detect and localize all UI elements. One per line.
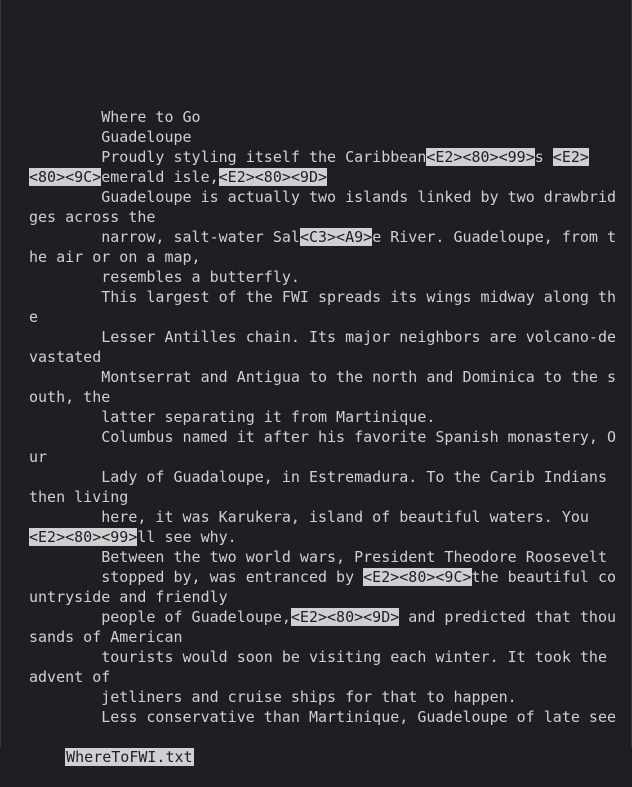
escaped-byte-sequence: <C3><A9> — [299, 228, 373, 246]
text-line — [29, 327, 621, 347]
text-segment: sands of American — [29, 628, 183, 646]
status-filename: WhereToFWI.txt — [66, 748, 193, 766]
text-line — [29, 607, 621, 627]
text-segment: ges across the — [29, 208, 156, 226]
text-segment: outh, the — [29, 388, 111, 406]
text-segment: vastated — [29, 348, 102, 366]
text-line — [29, 187, 621, 207]
text-line — [29, 247, 621, 267]
text-segment: narrow, salt-water Sal — [29, 228, 300, 246]
text-segment: Less conservative than Martinique, Guadeloupe of late see — [29, 708, 616, 726]
text-line — [29, 367, 621, 387]
text-segment: here, it was Karukera, island of beautiful waters. You — [29, 508, 589, 526]
text-line — [29, 567, 621, 587]
escaped-byte-sequence: <E2><80><99> — [29, 528, 138, 546]
text-segment: advent of — [29, 668, 111, 686]
text-segment: Proudly styling itself the Caribbean — [29, 148, 427, 166]
text-segment: the beautiful co — [471, 568, 617, 586]
text-segment: This largest of the FWI spreads its wings midway along th — [29, 288, 616, 306]
escaped-byte-sequence: <E2><80><99> — [426, 148, 535, 166]
text-segment: Where to Go — [29, 108, 201, 126]
text-line — [29, 227, 621, 247]
text-line — [29, 147, 621, 167]
text-line — [29, 387, 621, 407]
text-line — [29, 107, 621, 127]
text-line — [29, 167, 621, 187]
text-segment: jetliners and cruise ships for that to happen. — [29, 688, 517, 706]
text-line — [29, 127, 621, 147]
text-line — [29, 547, 621, 567]
text-segment: tourists would soon be visiting each winter. It took the — [29, 648, 607, 666]
text-line — [29, 447, 621, 467]
text-segment: he air or on a map, — [29, 248, 201, 266]
text-line — [29, 467, 621, 487]
pager-text-view[interactable] — [29, 107, 621, 727]
text-segment: Columbus named it after his favorite Spanish monastery, O — [29, 428, 616, 446]
text-segment: e — [29, 308, 39, 326]
text-segment: s — [534, 148, 553, 166]
escaped-byte-sequence: <E2><80><9D> — [290, 608, 400, 626]
text-segment: Between the two world wars, President Theodore Roosevelt — [29, 548, 607, 566]
text-line — [29, 667, 621, 687]
text-line — [29, 347, 621, 367]
text-line — [29, 507, 621, 527]
text-line — [29, 687, 621, 707]
text-line — [29, 627, 621, 647]
text-segment: resembles a butterfly. — [29, 268, 300, 286]
text-line — [29, 427, 621, 447]
text-segment: Lesser Antilles chain. Its major neighbors are volcano-de — [29, 328, 616, 346]
text-segment: latter separating it from Martinique. — [29, 408, 436, 426]
text-line — [29, 267, 621, 287]
text-segment: and predicted that thou — [399, 608, 617, 626]
text-segment: untryside and friendly — [29, 588, 228, 606]
text-segment: people of Guadeloupe, — [29, 608, 291, 626]
text-line — [29, 587, 621, 607]
text-segment: Lady of Guadaloupe, in Estremadura. To the Carib Indians — [29, 468, 607, 486]
escaped-byte-sequence: <E2> — [552, 148, 589, 166]
text-segment: e River. Guadeloupe, from t — [372, 228, 617, 246]
text-segment: Guadeloupe — [29, 128, 192, 146]
text-line — [29, 407, 621, 427]
text-line — [29, 207, 621, 227]
text-segment: ll see why. — [137, 528, 237, 546]
text-segment: Montserrat and Antigua to the north and Dominica to the s — [29, 368, 616, 386]
escaped-byte-sequence: <E2><80><9C> — [363, 568, 472, 586]
text-line — [29, 307, 621, 327]
text-segment: stopped by, was entranced by — [29, 568, 364, 586]
text-line — [29, 707, 621, 727]
text-segment: then living — [29, 488, 129, 506]
text-line — [29, 527, 621, 547]
text-segment: emerald isle, — [101, 168, 219, 186]
escaped-byte-sequence: <E2><80><9D> — [218, 168, 328, 186]
pager-status-bar — [29, 727, 194, 766]
escaped-byte-sequence: <80><9C> — [29, 168, 102, 186]
text-line — [29, 647, 621, 667]
text-line — [29, 487, 621, 507]
text-segment: Guadeloupe is actually two islands linked by two drawbrid — [29, 188, 616, 206]
text-segment: ur — [29, 448, 48, 466]
text-line — [29, 287, 621, 307]
